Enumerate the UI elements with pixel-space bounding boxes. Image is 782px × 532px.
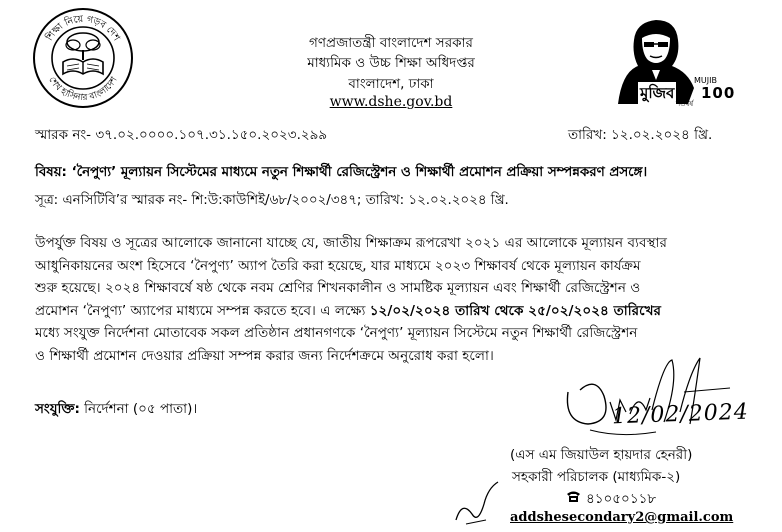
mujib-small-label: MUJIB	[694, 76, 717, 85]
signatory-name: (এস এম জিয়াউল হায়দার হেনরী)	[510, 447, 693, 463]
body-line-6: ও শিক্ষার্থী প্রমোশন দেওয়ার প্রক্রিয়া সম্পন্ন করার জন্য নির্দেশক্রমে অনুরোধ করা হলো।	[35, 347, 494, 364]
date-range-highlight: ১২/০২/২০২৪ তারিখ থেকে ২৫/০২/২০২৪ তারিখের	[369, 302, 661, 319]
memo-date: তারিখ: ১২.০২.২০২৪ খ্রি.	[568, 127, 713, 143]
phone-line	[566, 488, 656, 511]
initials-mark	[452, 480, 502, 528]
mujib-sub-label: শতবর্ষ	[676, 100, 694, 108]
subject-text: ‘নৈপুণ্য’ মূল্যায়ন সিস্টেমের মাধ্যমে নতুন শিক্ষার্থী রেজিস্ট্রেশন ও শিক্ষার্থী প্রমোশন প্রক্রিয়া সম্পন্নকরণ প্রসঙ্গে।	[71, 165, 648, 180]
subject-line	[35, 162, 647, 184]
email-link[interactable]: addshesecondary2@gmail.com	[510, 510, 734, 525]
header-website-link[interactable]: www.dshe.gov.bd	[329, 94, 453, 110]
source-reference: সূত্র: এনসিটিবি’র স্মারক নং- শি:উ:কাউশিই/৬৮/২০০২/৩৪৭; তারিখ: ১২.০২.২০২৪ খ্রি.	[35, 193, 509, 208]
header-location: বাংলাদেশ, ঢাকা	[348, 76, 434, 92]
telephone-icon	[566, 490, 582, 507]
header-government: গণপ্রজাতন্ত্রী বাংলাদেশ সরকার	[309, 35, 473, 51]
body-line-4-text: প্রমোশন ‘নৈপুণ্য’ অ্যাপের মাধ্যমে সম্পন্ন করতে হবে। এ লক্ষ্যে	[35, 302, 370, 319]
logo-top-text: শিক্ষা নিয়ে গড়ব দেশ	[44, 13, 122, 43]
attachment-label: সংযুক্তি:	[35, 401, 80, 417]
mujib-100-logo	[608, 14, 738, 110]
header-directorate: মাধ্যমিক ও উচ্চ শিক্ষা অধিদপ্তর	[307, 55, 475, 71]
body-line-3: শুরু হয়েছে। ২০২৪ শিক্ষাবর্ষে ষষ্ঠ থেকে নবম শ্রেণির শিখনকালীন ও সামষ্টিক মূল্যায়ন এবং শিক্ষার্থী রেজিস্ট্রেশন ও	[35, 280, 641, 297]
body-line-4	[35, 300, 755, 323]
phone-number: ৪১০৫০১১৮	[586, 491, 657, 507]
attachment-line	[35, 398, 197, 421]
attachment-text: নির্দেশনা (০৫ পাতা)।	[79, 401, 198, 417]
logo-bottom-text: শেখ হাসিনার বাংলাদেশ	[46, 75, 120, 104]
mujib-number: 100	[701, 84, 736, 102]
body-line-2: আধুনিকায়নের অংশ হিসেবে ‘নৈপুণ্য’ অ্যাপ তৈরি করা হয়েছে, যার মাধ্যমে ২০২৩ শিক্ষাবর্ষ থেকে মূল্যায়ন কার্যক্রম	[35, 257, 641, 274]
subject-label: বিষয়:	[35, 165, 67, 180]
body-line-5: মধ্যে সংযুক্ত নির্দেশনা মোতাবেক সকল প্রতিষ্ঠান প্রধানগণকে ‘নৈপুণ্য’ মূল্যায়ন সিস্টেমে নতুন শিক্ষার্থী রেজিস্ট্রেশন	[35, 325, 638, 342]
body-paragraph	[35, 232, 755, 368]
memo-reference: স্মারক নং- ৩৭.০২.০০০০.১০৭.৩১.১৫০.২০২৩.২৯৯	[35, 127, 328, 143]
signature-date: 12/02/2024	[611, 399, 750, 430]
signatory-designation: সহকারী পরিচালক (মাধ্যমিক-২)	[512, 469, 681, 485]
body-line-1: উপর্যুক্ত বিষয় ও সূত্রের আলোকে জানানো যাচ্ছে যে, জাতীয় শিক্ষাক্রম রূপরেখা ২০২১ এর আলোকে মূল্যায়ন ব্যবস্থার	[35, 235, 667, 251]
mujib-wordmark: মুজিব	[638, 82, 676, 107]
